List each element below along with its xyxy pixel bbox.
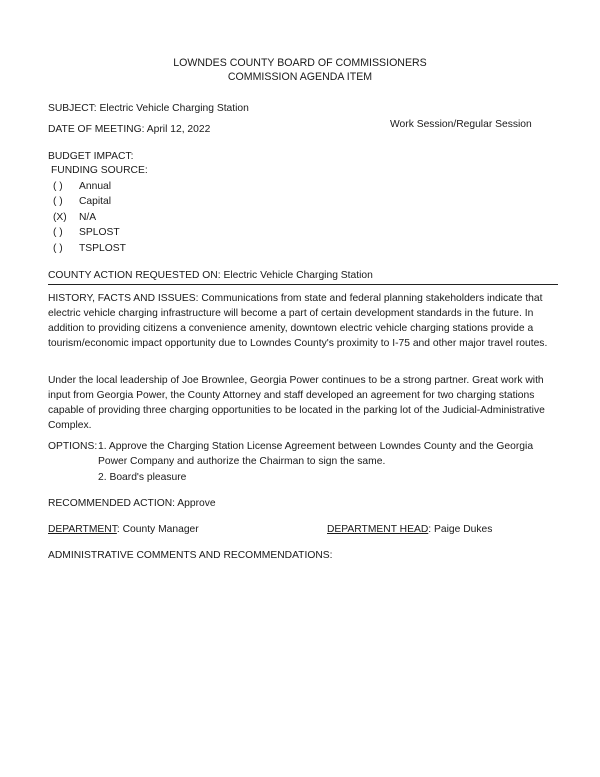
funding-option-label: Capital	[79, 196, 112, 207]
agenda-item-title: COMMISSION AGENDA ITEM	[227, 71, 373, 83]
meeting-date: DATE OF MEETING: April 12, 2022	[48, 124, 211, 135]
funding-option-tsplost	[53, 241, 126, 256]
options-label: OPTIONS:	[48, 441, 98, 452]
budget-impact-label: BUDGET IMPACT:	[48, 151, 134, 162]
administrative-comments: ADMINISTRATIVE COMMENTS AND RECOMMENDATIONS:	[48, 550, 333, 561]
funding-option-mark: (X)	[53, 212, 67, 223]
option-item: 2. Board's pleasure	[98, 472, 187, 483]
county-action-requested: COUNTY ACTION REQUESTED ON: Electric Vehicle Charging Station	[48, 270, 373, 281]
history-facts-issues: HISTORY, FACTS AND ISSUES: Communications from state and federal planning stakeholders indicate that electric vehicle charging infrastructure will become a part of certain development standards in the future. In addition to providing citizens a convenience amenity, downtown electric vehicle charging stations provide a tourism/economic impact opportunity due to Lowndes County's proximity to I-75 and other major travel routes.	[48, 293, 548, 349]
section-divider	[48, 284, 558, 285]
department-head-line	[327, 522, 492, 537]
leadership-paragraph: Under the local leadership of Joe Brownlee, Georgia Power continues to be a strong partner. Great work with input from Georgia Power, the County Attorney and staff developed an agreement for two charging stations capable of providing three charging opportunities to be located in the parking lot of the Judicial-Administrative Complex.	[48, 375, 545, 431]
funding-source-label: FUNDING SOURCE:	[51, 165, 148, 176]
department-label: DEPARTMENT	[48, 524, 117, 535]
funding-option-mark: ( )	[53, 227, 63, 238]
funding-option-annual	[53, 179, 111, 194]
department-head-value: : Paige Dukes	[428, 524, 493, 535]
funding-option-mark: ( )	[53, 243, 63, 254]
funding-option-label: Annual	[79, 181, 112, 192]
funding-option-label: SPLOST	[79, 227, 120, 238]
department-value: : County Manager	[116, 524, 199, 535]
funding-option-na	[53, 210, 96, 225]
department-line	[48, 522, 199, 537]
funding-option-mark: ( )	[53, 196, 63, 207]
funding-option-label: N/A	[79, 212, 97, 223]
funding-option-splost	[53, 225, 120, 240]
funding-option-capital	[53, 194, 111, 209]
session-type: Work Session/Regular Session	[390, 119, 532, 130]
recommended-action: RECOMMENDED ACTION: Approve	[48, 498, 216, 509]
department-head-label: DEPARTMENT HEAD	[327, 524, 429, 535]
funding-option-label: TSPLOST	[79, 243, 126, 254]
funding-option-mark: ( )	[53, 181, 63, 192]
subject-line: SUBJECT: Electric Vehicle Charging Station	[48, 103, 249, 114]
option-item: 1. Approve the Charging Station License Agreement between Lowndes County and the Georgia Power Company and authorize the Chairman to sign the same.	[98, 441, 534, 467]
board-title: LOWNDES COUNTY BOARD OF COMMISSIONERS	[173, 57, 427, 69]
